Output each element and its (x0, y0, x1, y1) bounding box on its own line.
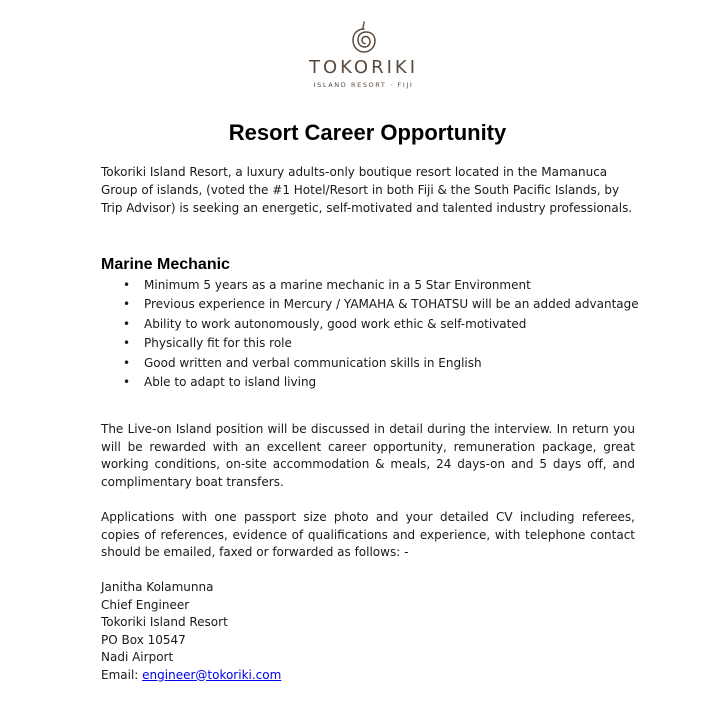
logo-wordmark: TOKORIKI (308, 57, 419, 78)
contact-organization: Tokoriki Island Resort (101, 615, 228, 629)
bullet-icon: • (123, 375, 131, 390)
email-label: Email: (101, 667, 143, 682)
list-item (101, 334, 641, 353)
contact-name: Janitha Kolamunna (101, 580, 214, 594)
list-item (101, 354, 641, 373)
contact-block (101, 579, 281, 684)
requirement-text: Physically fit for this role (144, 336, 292, 351)
list-item (101, 276, 641, 295)
bullet-icon: • (123, 297, 131, 312)
bullet-icon: • (123, 278, 131, 292)
contact-city: Nadi Airport (101, 650, 174, 664)
list-item (101, 295, 641, 314)
logo-tagline: ISLAND RESORT · FIJI (313, 81, 414, 89)
requirement-text: Ability to work autonomously, good work ethic & self-motivated (144, 316, 527, 331)
position-title: Marine Mechanic (101, 256, 230, 273)
application-paragraph: Applications with one passport size photo and your detailed CV including referees, copies of references, evidence of qualifications and experience, with telephone contact should be emailed, faxed or forwarded as follows: - (101, 510, 635, 559)
spiral-shell-icon (350, 20, 378, 54)
requirement-text: Previous experience in Mercury / YAMAHA & TOHATSU will be an added advantage (144, 297, 639, 312)
page-title: Resort Career Opportunity (228, 120, 507, 145)
bullet-icon: • (123, 355, 131, 370)
contact-role: Chief Engineer (101, 597, 190, 612)
intro-paragraph: Tokoriki Island Resort, a luxury adults-only boutique resort located in the Mamanuca Group of islands, (voted the #1 Hotel/Resort in both Fiji & the South Pacific Islands, by Trip Advisor) is seeking an energetic, self-motivated and talented industry professionals. (101, 165, 633, 215)
resort-logo (0, 20, 727, 89)
requirements-list (101, 276, 641, 392)
email-link[interactable]: engineer@tokoriki.com (142, 667, 282, 682)
bullet-icon: • (123, 316, 131, 331)
list-item (101, 315, 641, 334)
details-paragraph: The Live-on Island position will be discussed in detail during the interview. In return you will be rewarded with an excellent career opportunity, remuneration package, great working conditions, on-site accommodation & meals, 24 days-on and 5 days off, and complimentary boat transfers. (101, 422, 635, 489)
list-item (101, 373, 641, 392)
requirement-text: Good written and verbal communication skills in English (144, 355, 482, 370)
bullet-icon: • (123, 336, 131, 351)
contact-email-line (101, 667, 281, 685)
requirement-text: Able to adapt to island living (144, 375, 317, 390)
requirement-text: Minimum 5 years as a marine mechanic in a 5 Star Environment (144, 278, 531, 292)
contact-po-box: PO Box 10547 (101, 632, 186, 647)
